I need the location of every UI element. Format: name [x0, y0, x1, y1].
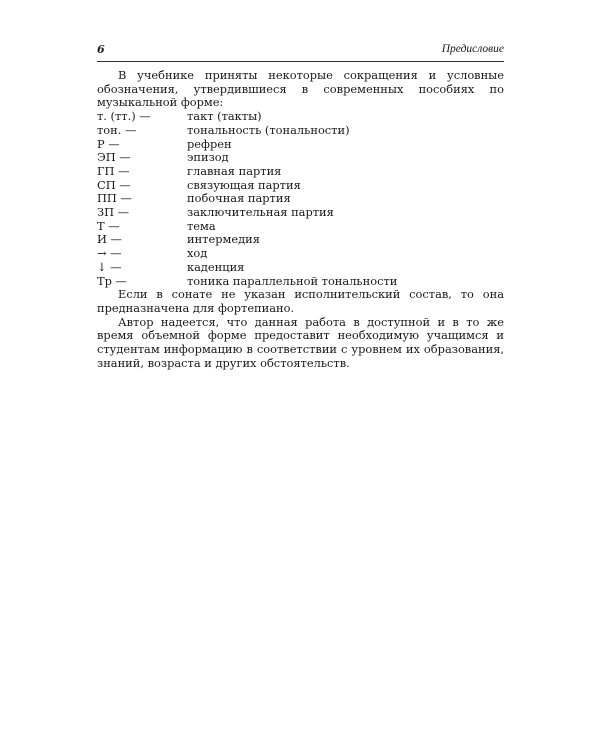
abbreviation-meaning: эпизод: [187, 150, 229, 165]
abbreviation: т. (тт.) —: [97, 109, 151, 124]
intro-paragraph: В учебнике приняты некоторые сокращения и условные обозначения, утвердившиеся в современных пособиях по музыкальной форме:: [97, 68, 504, 110]
abbreviation-meaning: каденция: [187, 259, 245, 274]
abbreviation-meaning: главная партия: [187, 163, 282, 178]
abbreviation-row: [97, 110, 397, 124]
abbreviations-list: [97, 110, 397, 288]
abbreviation-meaning: заключительная партия: [187, 205, 334, 220]
abbreviation-row: [97, 138, 397, 152]
arrow-down-icon: ↓ —: [97, 259, 122, 274]
abbreviation-meaning: тональность (тональности): [187, 122, 350, 137]
abbreviation-row: [97, 151, 397, 165]
abbreviation-row: [97, 192, 397, 206]
abbreviation-row: [97, 233, 397, 247]
abbreviation: Р —: [97, 136, 120, 151]
abbreviation-row: [97, 165, 397, 179]
abbreviation: ГП —: [97, 163, 130, 178]
sonata-paragraph: Если в сонате не указан исполнительский состав, то она предназначена для фортепиано.: [97, 287, 504, 315]
abbreviation-meaning: тоника параллельной тональности: [187, 273, 398, 288]
abbreviation-meaning: интермедия: [187, 232, 260, 247]
abbreviation-row: [97, 220, 397, 234]
abbreviation-row: [97, 247, 397, 261]
abbreviation: ПП —: [97, 191, 132, 206]
abbreviation-meaning: такт (такты): [187, 109, 262, 124]
abbreviation: И —: [97, 232, 122, 247]
page-header: [97, 43, 504, 63]
abbreviation-row: [97, 275, 397, 289]
page-number: 6: [97, 43, 105, 56]
abbreviation: Т —: [97, 218, 120, 233]
author-paragraph: Автор надеется, что данная работа в доступной и в то же время объемной форме предоставит необходимую учащимся и студентам информацию в соответствии с уровнем их образования, знаний, возраста и других обстоятельств.: [97, 314, 504, 370]
abbreviation: ЭП —: [97, 150, 131, 165]
arrow-right-icon: → —: [97, 246, 122, 261]
abbreviation-row: [97, 179, 397, 193]
abbreviation-meaning: ход: [187, 246, 208, 261]
abbreviation-meaning: тема: [187, 218, 216, 233]
abbreviation: ЗП —: [97, 205, 130, 220]
abbreviation-row: [97, 261, 397, 275]
abbreviation: тон. —: [97, 122, 137, 137]
running-head: Предисловие: [441, 43, 504, 55]
abbreviation-meaning: побочная партия: [187, 191, 291, 206]
body-text: [97, 69, 504, 370]
abbreviation-meaning: рефрен: [187, 136, 232, 151]
abbreviation: СП —: [97, 177, 131, 192]
header-rule: [97, 61, 504, 62]
abbreviation-row: [97, 124, 397, 138]
abbreviation-meaning: связующая партия: [187, 177, 301, 192]
abbreviation: Тр —: [97, 273, 127, 288]
abbreviation-row: [97, 206, 397, 220]
